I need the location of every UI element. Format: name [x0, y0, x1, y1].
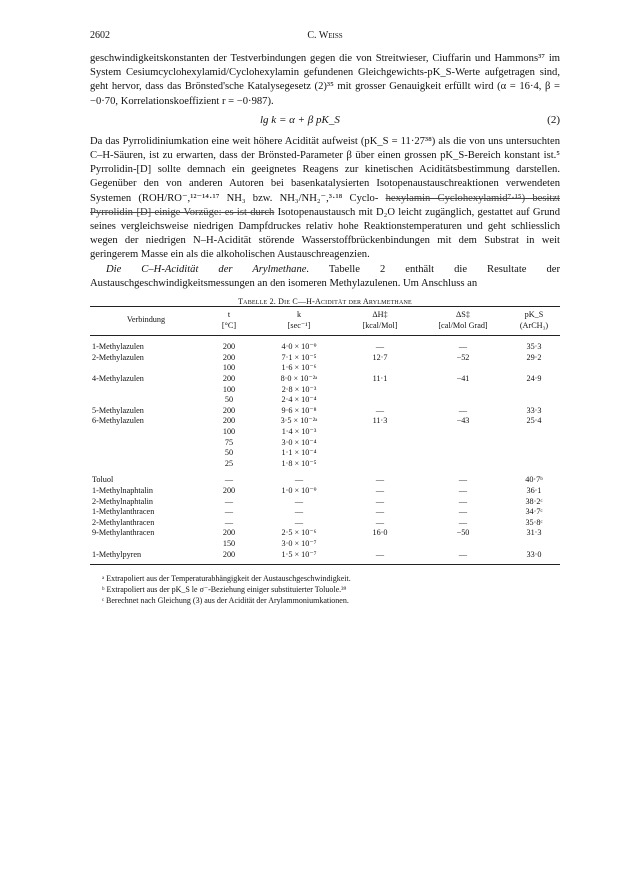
table-cell: —: [375, 485, 385, 495]
table-cell: 40·7ᵇ: [525, 475, 543, 485]
table-cell: 1·6 × 10⁻⁶: [281, 363, 317, 373]
table-row: [90, 395, 560, 406]
paragraph-2-text-b: Isotopenaustausch mit D₂O leicht zugänglich, gestattet auf Grund seines vergleichsweise niedrigen Dampfdruckes relativ hohe Reaktionstemperaturen und geht schliesslich wegen der niedrigen N–H-Acidität störende Wasserstoffbrückenbindungen mit dem Substrat in weit geringerem Masse ein als die alkoholischen Austauschreagenzien.: [90, 206, 560, 261]
table-cell: [418, 448, 508, 459]
footnote-b: ᵇ Extrapoliert aus der pK_S le σ⁻-Beziehung einiger substituierter Toluole.³⁹: [102, 585, 347, 595]
table-cell: [342, 459, 418, 470]
table-cell: [342, 539, 418, 550]
table-cell: 12·7: [372, 352, 388, 362]
table-cell: —: [375, 405, 385, 415]
table-row: [90, 353, 560, 364]
table-cell: [90, 539, 202, 550]
table-cell: 200: [222, 485, 236, 495]
table-cell: 2-Methylanthracen: [92, 517, 155, 527]
table-cell: −50: [456, 528, 470, 538]
table-cell: 1·1 × 10⁻⁴: [281, 448, 317, 458]
table-cell: —: [375, 475, 385, 485]
table-cell: 1·5 × 10⁻⁷: [256, 550, 342, 565]
table-cell: 8·0 × 10⁻²ᵃ: [280, 374, 318, 384]
table-cell: 200: [222, 416, 236, 426]
table-cell: 11·3: [372, 416, 388, 426]
table-cell: 2·4 × 10⁻⁴: [281, 395, 317, 405]
table-cell: 31·3: [526, 528, 542, 538]
table-cell: [418, 395, 508, 406]
table-row: [90, 539, 560, 550]
table-cell: 25·4: [526, 416, 542, 426]
table-cell: [90, 438, 202, 449]
table-cell: [508, 438, 560, 449]
table-cell: [418, 427, 508, 438]
col-header-pks: pK_S (ArCH₃): [508, 307, 560, 336]
table-cell: —: [458, 507, 468, 517]
footnote-a: ᵃ Extrapoliert aus der Temperaturabhängigkeit der Austauschgeschwindigkeit.: [102, 574, 351, 584]
table-cell: 200: [222, 342, 236, 352]
table-cell: 100: [222, 426, 236, 436]
col-header-t: t [°C]: [202, 307, 256, 336]
table-cell: —: [458, 485, 468, 495]
table-cell: —: [458, 342, 468, 352]
table-cell: 16·0: [372, 528, 388, 538]
equation-2: [90, 113, 560, 131]
table-row: [90, 507, 560, 518]
table-body: [90, 336, 560, 565]
table-row: [90, 406, 560, 417]
col-header-ds: ΔS‡ [cal/Mol Grad]: [418, 307, 508, 336]
table-cell: 1-Methylnaphtalin: [92, 485, 153, 495]
table-cell: [90, 363, 202, 374]
table-cell: [342, 448, 418, 459]
table-cell: 100: [222, 384, 236, 394]
table-row: [90, 469, 560, 486]
col-header-verbindung: Verbindung: [90, 307, 202, 336]
table-cell: [418, 438, 508, 449]
table-cell: —: [224, 507, 234, 517]
table-cell: 50: [224, 395, 234, 405]
table-cell: —: [458, 496, 468, 506]
table-cell: 7·1 × 10⁻⁵: [281, 352, 317, 362]
table-cell: 29·2: [526, 352, 542, 362]
table-cell: —: [294, 507, 304, 517]
table-cell: −41: [456, 374, 470, 384]
table-cell: —: [375, 507, 385, 517]
table-cell: 5-Methylazulen: [92, 405, 144, 415]
table-cell: 9-Methylanthracen: [92, 528, 155, 538]
table-cell: —: [224, 517, 234, 527]
table-cell: 2-Methylnaphtalin: [92, 496, 153, 506]
document-page: [90, 30, 560, 606]
table-cell: 34·7ᶜ: [525, 507, 543, 517]
table-cell: —: [224, 496, 234, 506]
table-title: Tabelle 2. Die C—H-Acidität der Arylmethane: [238, 297, 412, 307]
table-row: [90, 528, 560, 539]
footnote-c: ᶜ Berechnet nach Gleichung (3) aus der Acidität der Arylammoniumkationen.: [102, 596, 349, 606]
table-row: [90, 416, 560, 427]
paragraph-3: [90, 263, 560, 291]
paragraph-2-struck-line: hexylamin Cyclohexylamid⁷·¹⁵) besitzt Pyrrolidin-[D] einige Vorzüge: es ist durch: [90, 192, 561, 218]
table-cell: —: [418, 550, 508, 565]
table-cell: [90, 395, 202, 406]
table-cell: 3·0 × 10⁻⁴: [281, 437, 317, 447]
table-cell: 9·6 × 10⁻⁸: [281, 405, 317, 415]
equation-number: (2): [547, 113, 560, 126]
table-cell: [418, 459, 508, 470]
table-cell: 2·8 × 10⁻³: [281, 384, 317, 394]
table-cell: [508, 427, 560, 438]
table-cell: 33·0: [508, 550, 560, 565]
table-cell: —: [342, 550, 418, 565]
table-row: [90, 486, 560, 497]
table-cell: 2-Methylazulen: [92, 352, 144, 362]
table-cell: 150: [222, 538, 236, 548]
acidity-table: [90, 306, 560, 565]
table-cell: 3·0 × 10⁻⁷: [281, 538, 317, 548]
table-row: [90, 550, 560, 565]
table-cell: —: [458, 475, 468, 485]
table-cell: 6-Methylazulen: [92, 416, 144, 426]
table-cell: [90, 427, 202, 438]
table-cell: 25: [224, 458, 234, 468]
table-cell: [508, 448, 560, 459]
table-cell: 50: [224, 448, 234, 458]
table-row: [90, 363, 560, 374]
section-heading: Die C–H-Acidität der Arylmethane.: [106, 263, 310, 275]
table-cell: [90, 385, 202, 396]
table-cell: 200: [202, 550, 256, 565]
paragraph-1: geschwindigkeitskonstanten der Testverbindungen gegen die von Streitwieser, Ciuffarin und Hammons³⁷ im System Cesiumcyclohexylamid/Cyclohexylamin gefundenen Gleichgewichts-pK_S-Werte aufgetragen sind, geht hervor, dass das Brönsted'sche Katalysegesetz (2)³⁵ mit grosser Genauigkeit erfüllt wird (α = 16·4, β = −0·70, Korrelationskoeffizient r = −0·987).: [90, 53, 560, 107]
table-cell: 1-Methylazulen: [92, 342, 144, 352]
table-cell: 100: [222, 363, 236, 373]
table-cell: [508, 539, 560, 550]
table-cell: 33·3: [526, 405, 542, 415]
table-cell: 75: [224, 437, 234, 447]
table-row: [90, 385, 560, 396]
table-row: [90, 448, 560, 459]
table-row: [90, 459, 560, 470]
table-cell: [342, 363, 418, 374]
table-cell: 35·8ᶜ: [525, 517, 543, 527]
table-cell: 4·0 × 10⁻⁹: [281, 342, 317, 352]
table-cell: 1·8 × 10⁻⁵: [281, 458, 317, 468]
col-header-dh: ΔH‡ [kcal/Mol]: [342, 307, 418, 336]
table-cell: 200: [222, 374, 236, 384]
table-cell: —: [458, 517, 468, 527]
table-row: [90, 427, 560, 438]
table-cell: —: [375, 496, 385, 506]
table-cell: 2·5 × 10⁻⁶: [281, 528, 317, 538]
table-row: [90, 336, 560, 353]
table-cell: [508, 459, 560, 470]
table-row: [90, 374, 560, 385]
running-head-author: C. Weiss: [307, 30, 343, 41]
table-cell: —: [375, 517, 385, 527]
page-number: 2602: [90, 30, 110, 41]
page-header: [90, 30, 560, 52]
table-cell: Toluol: [92, 475, 114, 485]
table-footnotes: [90, 573, 560, 606]
table-cell: [342, 395, 418, 406]
equation-expression: lg k = α + β pK_S: [260, 113, 340, 126]
paragraph-2-text-a: Da das Pyrrolidiniumkation eine weit höhere Acidität aufweist (pK_S = 11·27³⁸) als die von uns untersuchten C–H-Säuren, ist zu erwarten, dass der Brönsted-Parameter β über einen grossen pK_S-Bereich konstant ist.⁵ Pyrrolidin-[D] sollte demnach ein geeignetes Reagens zur kinetischen Aciditätsbestimmung darstellen. Gegenüber den von anderen Autoren bei basenkatalysierten Isotopenaustauschreaktionen verwendeten Systemen (ROH/RO⁻,¹²⁻¹⁴·¹⁷ NH₃ bzw. NH₃/NH₂⁻,³·¹⁸ Cyclo-: [90, 135, 560, 204]
table-cell: 1·0 × 10⁻⁹: [281, 485, 317, 495]
table-cell: [90, 448, 202, 459]
table-cell: 200: [222, 352, 236, 362]
table-cell: 24·9: [526, 374, 542, 384]
table-cell: —: [294, 517, 304, 527]
table-cell: −43: [456, 416, 470, 426]
table-cell: —: [294, 475, 304, 485]
table-cell: [342, 427, 418, 438]
table-cell: [342, 438, 418, 449]
table-cell: 1-Methylpyren: [90, 550, 202, 565]
table-cell: 4-Methylazulen: [92, 374, 144, 384]
table-cell: [418, 539, 508, 550]
table-cell: −52: [456, 352, 470, 362]
table-cell: [342, 385, 418, 396]
col-header-k: k [sec⁻¹]: [256, 307, 342, 336]
table-row: [90, 497, 560, 508]
table-cell: 36·1: [526, 485, 542, 495]
table-cell: 35·3: [526, 342, 542, 352]
paragraph-3-text: Tabelle 2 enthält die Resultate der Austauschgeschwindigkeitsmessungen an den isomeren Methylazulenen. Um Anschluss an: [90, 263, 560, 289]
table-row: [90, 438, 560, 449]
table-cell: 1·4 × 10⁻³: [281, 426, 317, 436]
table-cell: 38·2ᶜ: [525, 496, 543, 506]
table-cell: [418, 385, 508, 396]
table-cell: [418, 363, 508, 374]
table-cell: [508, 363, 560, 374]
table-cell: 200: [222, 405, 236, 415]
table-header-row: [90, 307, 560, 336]
table-cell: —: [458, 405, 468, 415]
table-cell: [508, 385, 560, 396]
table-cell: 1-Methylanthracen: [92, 507, 155, 517]
table-cell: —: [375, 342, 385, 352]
paragraph-2: [90, 135, 560, 263]
table-cell: 200: [222, 528, 236, 538]
table-cell: 11·1: [372, 374, 388, 384]
table-cell: —: [224, 475, 234, 485]
table-cell: [508, 395, 560, 406]
table-cell: 3·5 × 10⁻²ᵃ: [280, 416, 318, 426]
table-cell: [90, 459, 202, 470]
table-cell: —: [294, 496, 304, 506]
table-row: [90, 518, 560, 529]
